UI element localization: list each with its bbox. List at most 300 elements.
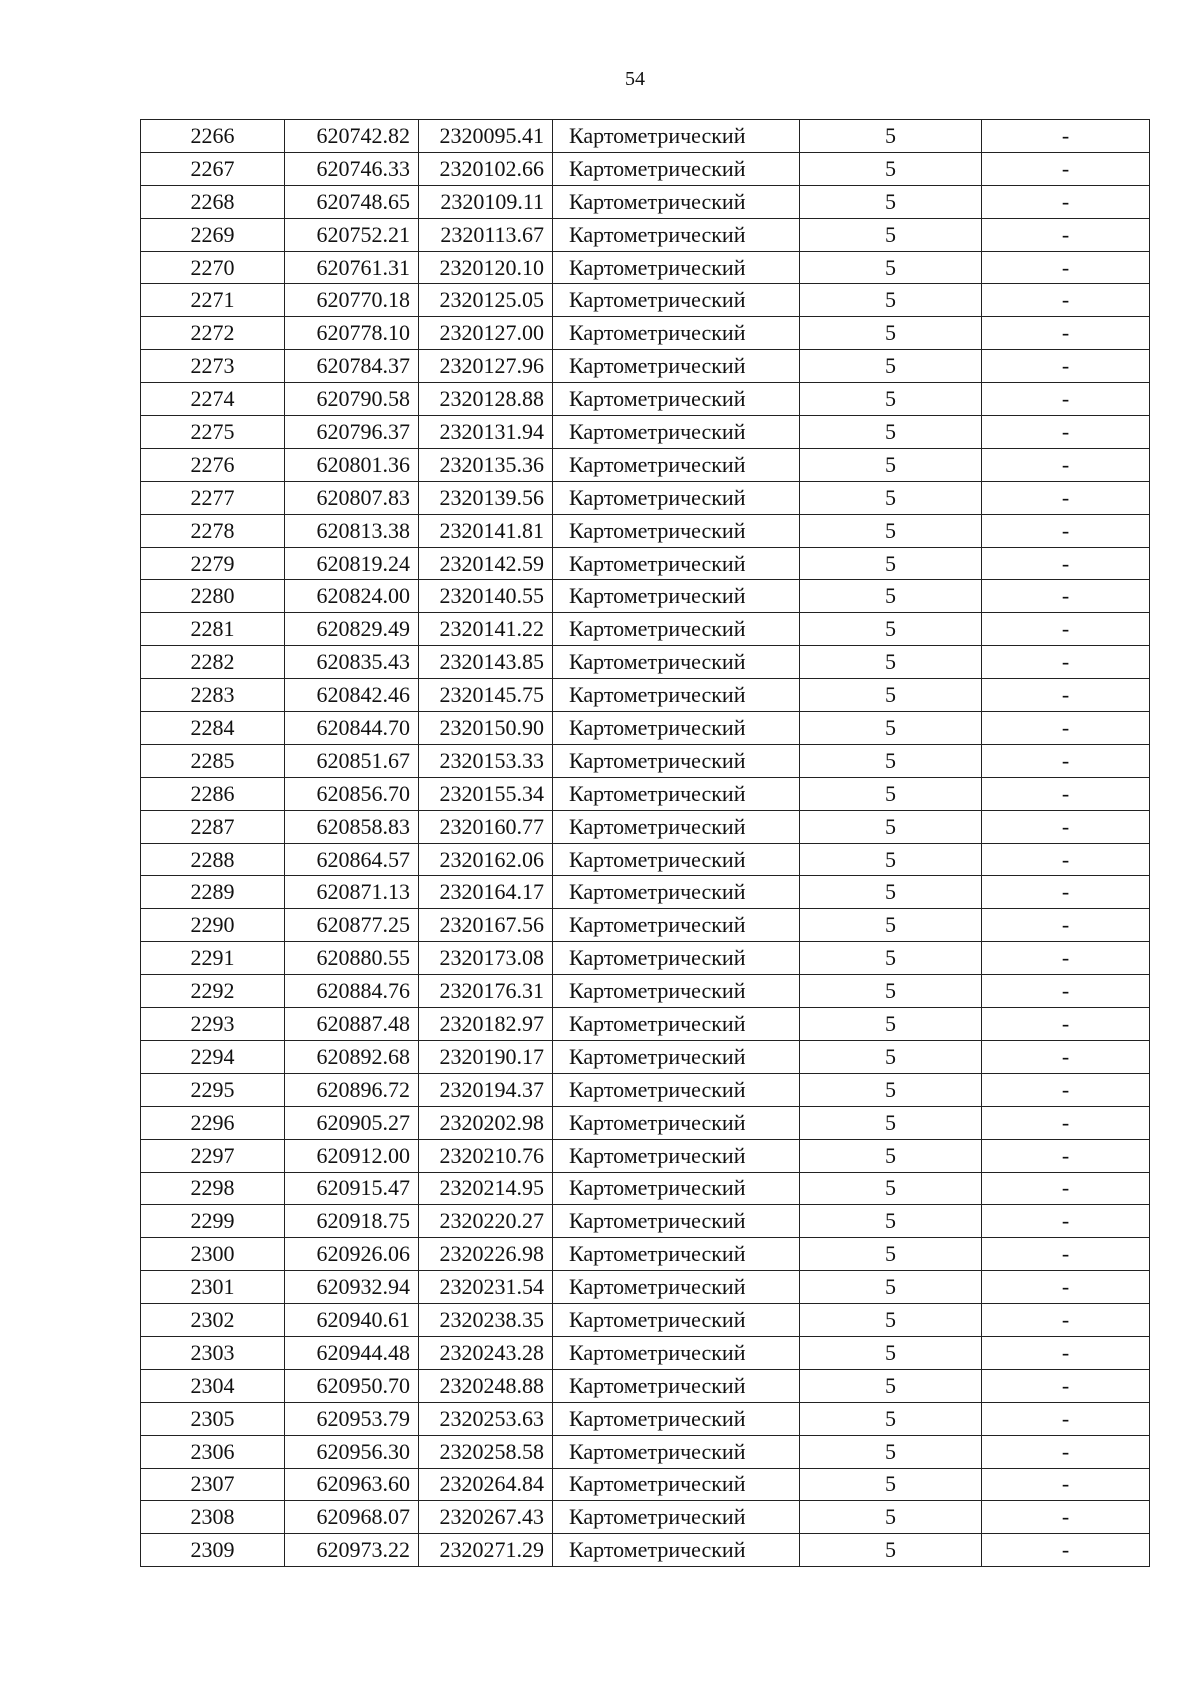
table-row	[141, 416, 1150, 449]
x-coordinate-cell: 620968.07	[285, 1501, 419, 1534]
point-number-cell: 2289	[141, 876, 285, 909]
y-coordinate-cell: 2320143.85	[419, 646, 553, 679]
note-cell: -	[982, 152, 1150, 185]
table-row	[141, 876, 1150, 909]
method-cell: Картометрический	[553, 448, 800, 481]
y-coordinate-cell: 2320142.59	[419, 547, 553, 580]
point-number-cell: 2270	[141, 251, 285, 284]
table-row	[141, 975, 1150, 1008]
table-row	[141, 646, 1150, 679]
y-coordinate-cell: 2320176.31	[419, 975, 553, 1008]
method-cell: Картометрический	[553, 1468, 800, 1501]
point-number-cell: 2269	[141, 218, 285, 251]
table-row	[141, 1435, 1150, 1468]
method-cell: Картометрический	[553, 1402, 800, 1435]
note-cell: -	[982, 120, 1150, 153]
accuracy-cell: 5	[800, 843, 982, 876]
accuracy-cell: 5	[800, 1205, 982, 1238]
point-number-cell: 2282	[141, 646, 285, 679]
x-coordinate-cell: 620892.68	[285, 1040, 419, 1073]
table-row	[141, 1369, 1150, 1402]
y-coordinate-cell: 2320131.94	[419, 416, 553, 449]
table-row	[141, 481, 1150, 514]
accuracy-cell: 5	[800, 1238, 982, 1271]
accuracy-cell: 5	[800, 317, 982, 350]
note-cell: -	[982, 514, 1150, 547]
y-coordinate-cell: 2320135.36	[419, 448, 553, 481]
note-cell: -	[982, 580, 1150, 613]
accuracy-cell: 5	[800, 514, 982, 547]
table-row	[141, 744, 1150, 777]
x-coordinate-cell: 620819.24	[285, 547, 419, 580]
note-cell: -	[982, 1501, 1150, 1534]
method-cell: Картометрический	[553, 613, 800, 646]
method-cell: Картометрический	[553, 1534, 800, 1567]
accuracy-cell: 5	[800, 481, 982, 514]
note-cell: -	[982, 284, 1150, 317]
method-cell: Картометрический	[553, 416, 800, 449]
point-number-cell: 2281	[141, 613, 285, 646]
note-cell: -	[982, 416, 1150, 449]
accuracy-cell: 5	[800, 975, 982, 1008]
method-cell: Картометрический	[553, 1106, 800, 1139]
method-cell: Картометрический	[553, 1435, 800, 1468]
y-coordinate-cell: 2320102.66	[419, 152, 553, 185]
y-coordinate-cell: 2320264.84	[419, 1468, 553, 1501]
x-coordinate-cell: 620770.18	[285, 284, 419, 317]
x-coordinate-cell: 620871.13	[285, 876, 419, 909]
note-cell: -	[982, 876, 1150, 909]
point-number-cell: 2271	[141, 284, 285, 317]
method-cell: Картометрический	[553, 646, 800, 679]
y-coordinate-cell: 2320160.77	[419, 810, 553, 843]
table-row	[141, 1501, 1150, 1534]
accuracy-cell: 5	[800, 679, 982, 712]
note-cell: -	[982, 547, 1150, 580]
note-cell: -	[982, 613, 1150, 646]
x-coordinate-cell: 620748.65	[285, 185, 419, 218]
point-number-cell: 2286	[141, 777, 285, 810]
method-cell: Картометрический	[553, 547, 800, 580]
x-coordinate-cell: 620742.82	[285, 120, 419, 153]
accuracy-cell: 5	[800, 942, 982, 975]
table-row	[141, 514, 1150, 547]
method-cell: Картометрический	[553, 1336, 800, 1369]
table-row	[141, 218, 1150, 251]
point-number-cell: 2273	[141, 350, 285, 383]
x-coordinate-cell: 620880.55	[285, 942, 419, 975]
x-coordinate-cell: 620824.00	[285, 580, 419, 613]
method-cell: Картометрический	[553, 251, 800, 284]
accuracy-cell: 5	[800, 613, 982, 646]
method-cell: Картометрический	[553, 1238, 800, 1271]
point-number-cell: 2293	[141, 1008, 285, 1041]
method-cell: Картометрический	[553, 777, 800, 810]
table-row	[141, 777, 1150, 810]
method-cell: Картометрический	[553, 1369, 800, 1402]
method-cell: Картометрический	[553, 1304, 800, 1337]
point-number-cell: 2302	[141, 1304, 285, 1337]
x-coordinate-cell: 620746.33	[285, 152, 419, 185]
method-cell: Картометрический	[553, 317, 800, 350]
method-cell: Картометрический	[553, 284, 800, 317]
point-number-cell: 2301	[141, 1271, 285, 1304]
coordinates-table	[140, 119, 1150, 1567]
x-coordinate-cell: 620944.48	[285, 1336, 419, 1369]
y-coordinate-cell: 2320109.11	[419, 185, 553, 218]
accuracy-cell: 5	[800, 1369, 982, 1402]
y-coordinate-cell: 2320141.81	[419, 514, 553, 547]
table-row	[141, 1106, 1150, 1139]
point-number-cell: 2303	[141, 1336, 285, 1369]
note-cell: -	[982, 942, 1150, 975]
note-cell: -	[982, 1369, 1150, 1402]
y-coordinate-cell: 2320182.97	[419, 1008, 553, 1041]
accuracy-cell: 5	[800, 777, 982, 810]
table-row	[141, 1008, 1150, 1041]
table-row	[141, 1271, 1150, 1304]
point-number-cell: 2267	[141, 152, 285, 185]
y-coordinate-cell: 2320128.88	[419, 383, 553, 416]
table-row	[141, 547, 1150, 580]
point-number-cell: 2291	[141, 942, 285, 975]
point-number-cell: 2266	[141, 120, 285, 153]
note-cell: -	[982, 185, 1150, 218]
coordinates-table-body	[141, 120, 1150, 1567]
point-number-cell: 2283	[141, 679, 285, 712]
y-coordinate-cell: 2320127.00	[419, 317, 553, 350]
method-cell: Картометрический	[553, 1073, 800, 1106]
page-number: 54	[625, 68, 645, 90]
x-coordinate-cell: 620842.46	[285, 679, 419, 712]
table-row	[141, 580, 1150, 613]
accuracy-cell: 5	[800, 350, 982, 383]
method-cell: Картометрический	[553, 1008, 800, 1041]
table-row	[141, 909, 1150, 942]
note-cell: -	[982, 1468, 1150, 1501]
method-cell: Картометрический	[553, 1040, 800, 1073]
accuracy-cell: 5	[800, 1534, 982, 1567]
method-cell: Картометрический	[553, 1271, 800, 1304]
accuracy-cell: 5	[800, 1106, 982, 1139]
x-coordinate-cell: 620835.43	[285, 646, 419, 679]
note-cell: -	[982, 1336, 1150, 1369]
point-number-cell: 2300	[141, 1238, 285, 1271]
x-coordinate-cell: 620877.25	[285, 909, 419, 942]
table-row	[141, 679, 1150, 712]
table-row	[141, 1402, 1150, 1435]
method-cell: Картометрический	[553, 481, 800, 514]
point-number-cell: 2280	[141, 580, 285, 613]
x-coordinate-cell: 620858.83	[285, 810, 419, 843]
accuracy-cell: 5	[800, 580, 982, 613]
y-coordinate-cell: 2320271.29	[419, 1534, 553, 1567]
table-row	[141, 1336, 1150, 1369]
table-row	[141, 942, 1150, 975]
point-number-cell: 2290	[141, 909, 285, 942]
table-row	[141, 1205, 1150, 1238]
table-row	[141, 712, 1150, 745]
method-cell: Картометрический	[553, 1501, 800, 1534]
accuracy-cell: 5	[800, 383, 982, 416]
method-cell: Картометрический	[553, 514, 800, 547]
x-coordinate-cell: 620829.49	[285, 613, 419, 646]
point-number-cell: 2309	[141, 1534, 285, 1567]
y-coordinate-cell: 2320095.41	[419, 120, 553, 153]
table-row	[141, 613, 1150, 646]
method-cell: Картометрический	[553, 580, 800, 613]
note-cell: -	[982, 1238, 1150, 1271]
accuracy-cell: 5	[800, 1304, 982, 1337]
note-cell: -	[982, 843, 1150, 876]
x-coordinate-cell: 620887.48	[285, 1008, 419, 1041]
accuracy-cell: 5	[800, 646, 982, 679]
accuracy-cell: 5	[800, 712, 982, 745]
x-coordinate-cell: 620790.58	[285, 383, 419, 416]
method-cell: Картометрический	[553, 843, 800, 876]
x-coordinate-cell: 620761.31	[285, 251, 419, 284]
note-cell: -	[982, 1271, 1150, 1304]
table-row	[141, 1534, 1150, 1567]
x-coordinate-cell: 620926.06	[285, 1238, 419, 1271]
point-number-cell: 2297	[141, 1139, 285, 1172]
x-coordinate-cell: 620896.72	[285, 1073, 419, 1106]
y-coordinate-cell: 2320214.95	[419, 1172, 553, 1205]
accuracy-cell: 5	[800, 1468, 982, 1501]
accuracy-cell: 5	[800, 1139, 982, 1172]
point-number-cell: 2295	[141, 1073, 285, 1106]
note-cell: -	[982, 1402, 1150, 1435]
accuracy-cell: 5	[800, 152, 982, 185]
accuracy-cell: 5	[800, 909, 982, 942]
note-cell: -	[982, 383, 1150, 416]
accuracy-cell: 5	[800, 448, 982, 481]
accuracy-cell: 5	[800, 810, 982, 843]
method-cell: Картометрический	[553, 909, 800, 942]
point-number-cell: 2276	[141, 448, 285, 481]
y-coordinate-cell: 2320253.63	[419, 1402, 553, 1435]
point-number-cell: 2268	[141, 185, 285, 218]
accuracy-cell: 5	[800, 1402, 982, 1435]
y-coordinate-cell: 2320194.37	[419, 1073, 553, 1106]
point-number-cell: 2287	[141, 810, 285, 843]
table-row	[141, 284, 1150, 317]
table-row	[141, 1304, 1150, 1337]
note-cell: -	[982, 1008, 1150, 1041]
accuracy-cell: 5	[800, 185, 982, 218]
point-number-cell: 2284	[141, 712, 285, 745]
y-coordinate-cell: 2320202.98	[419, 1106, 553, 1139]
point-number-cell: 2278	[141, 514, 285, 547]
note-cell: -	[982, 1040, 1150, 1073]
note-cell: -	[982, 1534, 1150, 1567]
note-cell: -	[982, 481, 1150, 514]
accuracy-cell: 5	[800, 1501, 982, 1534]
y-coordinate-cell: 2320150.90	[419, 712, 553, 745]
note-cell: -	[982, 1435, 1150, 1468]
point-number-cell: 2299	[141, 1205, 285, 1238]
note-cell: -	[982, 1139, 1150, 1172]
y-coordinate-cell: 2320167.56	[419, 909, 553, 942]
accuracy-cell: 5	[800, 218, 982, 251]
point-number-cell: 2279	[141, 547, 285, 580]
method-cell: Картометрический	[553, 350, 800, 383]
note-cell: -	[982, 1304, 1150, 1337]
x-coordinate-cell: 620950.70	[285, 1369, 419, 1402]
note-cell: -	[982, 1172, 1150, 1205]
y-coordinate-cell: 2320120.10	[419, 251, 553, 284]
x-coordinate-cell: 620752.21	[285, 218, 419, 251]
method-cell: Картометрический	[553, 712, 800, 745]
note-cell: -	[982, 909, 1150, 942]
x-coordinate-cell: 620807.83	[285, 481, 419, 514]
point-number-cell: 2275	[141, 416, 285, 449]
note-cell: -	[982, 712, 1150, 745]
method-cell: Картометрический	[553, 1139, 800, 1172]
y-coordinate-cell: 2320267.43	[419, 1501, 553, 1534]
y-coordinate-cell: 2320226.98	[419, 1238, 553, 1271]
x-coordinate-cell: 620796.37	[285, 416, 419, 449]
method-cell: Картометрический	[553, 218, 800, 251]
table-row	[141, 1468, 1150, 1501]
table-row	[141, 810, 1150, 843]
method-cell: Картометрический	[553, 810, 800, 843]
point-number-cell: 2308	[141, 1501, 285, 1534]
method-cell: Картометрический	[553, 120, 800, 153]
x-coordinate-cell: 620784.37	[285, 350, 419, 383]
y-coordinate-cell: 2320248.88	[419, 1369, 553, 1402]
note-cell: -	[982, 810, 1150, 843]
point-number-cell: 2294	[141, 1040, 285, 1073]
y-coordinate-cell: 2320238.35	[419, 1304, 553, 1337]
point-number-cell: 2304	[141, 1369, 285, 1402]
method-cell: Картометрический	[553, 185, 800, 218]
note-cell: -	[982, 975, 1150, 1008]
x-coordinate-cell: 620778.10	[285, 317, 419, 350]
y-coordinate-cell: 2320153.33	[419, 744, 553, 777]
accuracy-cell: 5	[800, 251, 982, 284]
y-coordinate-cell: 2320139.56	[419, 481, 553, 514]
x-coordinate-cell: 620932.94	[285, 1271, 419, 1304]
point-number-cell: 2305	[141, 1402, 285, 1435]
point-number-cell: 2307	[141, 1468, 285, 1501]
y-coordinate-cell: 2320162.06	[419, 843, 553, 876]
table-row	[141, 185, 1150, 218]
method-cell: Картометрический	[553, 975, 800, 1008]
point-number-cell: 2272	[141, 317, 285, 350]
accuracy-cell: 5	[800, 1172, 982, 1205]
accuracy-cell: 5	[800, 547, 982, 580]
point-number-cell: 2306	[141, 1435, 285, 1468]
accuracy-cell: 5	[800, 876, 982, 909]
table-row	[141, 1040, 1150, 1073]
note-cell: -	[982, 1205, 1150, 1238]
note-cell: -	[982, 218, 1150, 251]
table-row	[141, 350, 1150, 383]
accuracy-cell: 5	[800, 1271, 982, 1304]
note-cell: -	[982, 679, 1150, 712]
table-row	[141, 448, 1150, 481]
y-coordinate-cell: 2320258.58	[419, 1435, 553, 1468]
y-coordinate-cell: 2320243.28	[419, 1336, 553, 1369]
y-coordinate-cell: 2320190.17	[419, 1040, 553, 1073]
method-cell: Картометрический	[553, 942, 800, 975]
table-row	[141, 1238, 1150, 1271]
accuracy-cell: 5	[800, 416, 982, 449]
accuracy-cell: 5	[800, 744, 982, 777]
y-coordinate-cell: 2320125.05	[419, 284, 553, 317]
point-number-cell: 2274	[141, 383, 285, 416]
accuracy-cell: 5	[800, 1435, 982, 1468]
table-row	[141, 1139, 1150, 1172]
method-cell: Картометрический	[553, 152, 800, 185]
table-row	[141, 317, 1150, 350]
accuracy-cell: 5	[800, 1336, 982, 1369]
x-coordinate-cell: 620801.36	[285, 448, 419, 481]
x-coordinate-cell: 620844.70	[285, 712, 419, 745]
x-coordinate-cell: 620864.57	[285, 843, 419, 876]
y-coordinate-cell: 2320220.27	[419, 1205, 553, 1238]
y-coordinate-cell: 2320155.34	[419, 777, 553, 810]
method-cell: Картометрический	[553, 876, 800, 909]
x-coordinate-cell: 620905.27	[285, 1106, 419, 1139]
note-cell: -	[982, 251, 1150, 284]
method-cell: Картометрический	[553, 744, 800, 777]
note-cell: -	[982, 317, 1150, 350]
table-row	[141, 843, 1150, 876]
point-number-cell: 2285	[141, 744, 285, 777]
accuracy-cell: 5	[800, 120, 982, 153]
y-coordinate-cell: 2320210.76	[419, 1139, 553, 1172]
y-coordinate-cell: 2320140.55	[419, 580, 553, 613]
note-cell: -	[982, 744, 1150, 777]
y-coordinate-cell: 2320164.17	[419, 876, 553, 909]
accuracy-cell: 5	[800, 1073, 982, 1106]
x-coordinate-cell: 620956.30	[285, 1435, 419, 1468]
method-cell: Картометрический	[553, 1172, 800, 1205]
y-coordinate-cell: 2320173.08	[419, 942, 553, 975]
x-coordinate-cell: 620884.76	[285, 975, 419, 1008]
note-cell: -	[982, 448, 1150, 481]
x-coordinate-cell: 620963.60	[285, 1468, 419, 1501]
point-number-cell: 2298	[141, 1172, 285, 1205]
y-coordinate-cell: 2320145.75	[419, 679, 553, 712]
table-row	[141, 1172, 1150, 1205]
note-cell: -	[982, 1106, 1150, 1139]
accuracy-cell: 5	[800, 284, 982, 317]
y-coordinate-cell: 2320113.67	[419, 218, 553, 251]
point-number-cell: 2296	[141, 1106, 285, 1139]
x-coordinate-cell: 620912.00	[285, 1139, 419, 1172]
x-coordinate-cell: 620856.70	[285, 777, 419, 810]
note-cell: -	[982, 646, 1150, 679]
table-row	[141, 120, 1150, 153]
table-row	[141, 152, 1150, 185]
point-number-cell: 2277	[141, 481, 285, 514]
accuracy-cell: 5	[800, 1008, 982, 1041]
y-coordinate-cell: 2320127.96	[419, 350, 553, 383]
note-cell: -	[982, 1073, 1150, 1106]
x-coordinate-cell: 620851.67	[285, 744, 419, 777]
method-cell: Картометрический	[553, 679, 800, 712]
note-cell: -	[982, 777, 1150, 810]
table-row	[141, 251, 1150, 284]
note-cell: -	[982, 350, 1150, 383]
table-row	[141, 383, 1150, 416]
method-cell: Картометрический	[553, 383, 800, 416]
x-coordinate-cell: 620813.38	[285, 514, 419, 547]
x-coordinate-cell: 620940.61	[285, 1304, 419, 1337]
